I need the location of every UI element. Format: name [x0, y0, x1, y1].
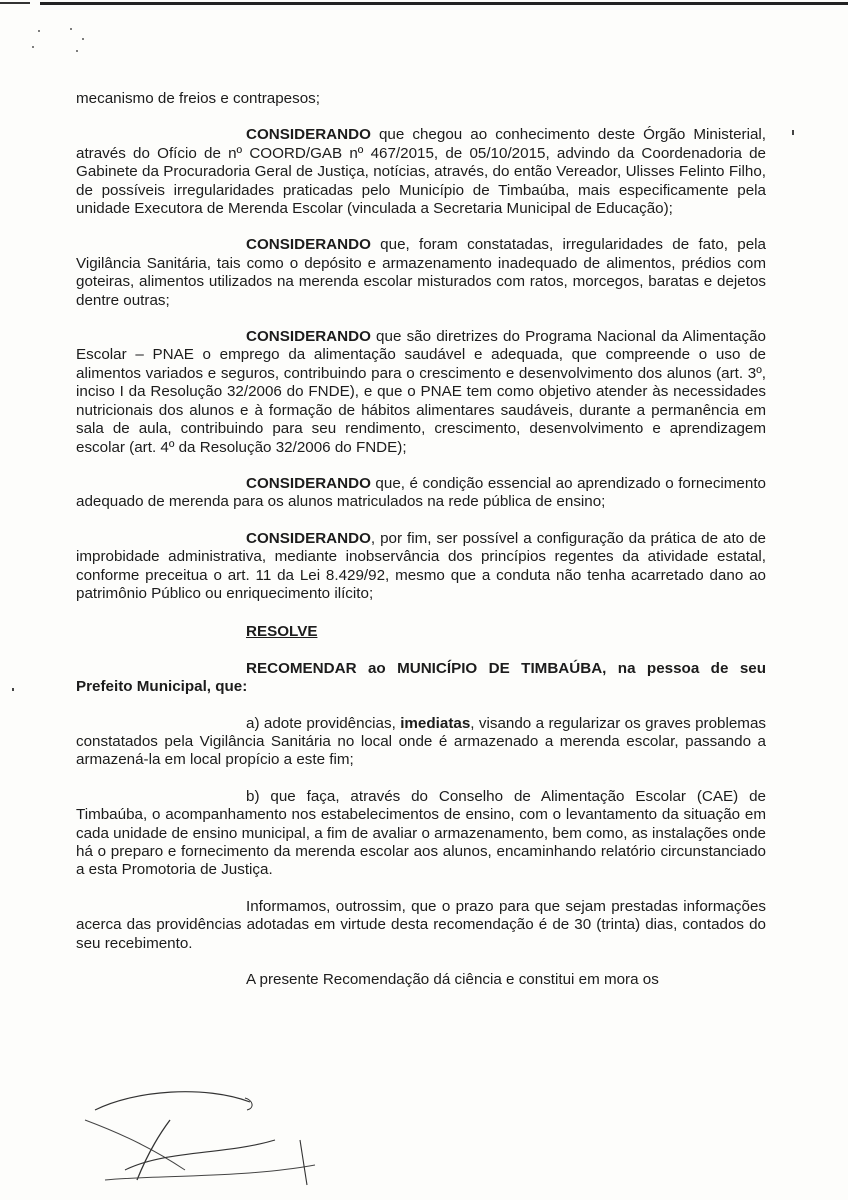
paragraph-considerando-4: CONSIDERANDO que, é condição essencial ao aprendizado o fornecimento adequado de merenda para os alunos matriculados na rede pública de ensino;	[76, 474, 766, 511]
paragraph-intro: mecanismo de freios e contrapesos;	[76, 90, 320, 107]
paragraph-considerando-3: CONSIDERANDO que são diretrizes do Programa Nacional da Alimentação Escolar – PNAE o emprego da alimentação saudável e adequada, que compreende o uso de alimentos variados e seguros, contribuindo para o crescimento e desenvolvimento dos alunos (art. 3º, inciso I da Resolução 32/2006 do FNDE), e que o PNAE tem como objetivo atender às necessidades nutricionais dos alunos e à formação de hábitos alimentares saudáveis, durante a permanência em sala de aula, contribuindo para seu rendimento, crescimento, desenvolvimento e aprendizagem escolar (art. 4º da Resolução 32/2006 do FNDE);	[76, 328, 766, 456]
margin-mark	[12, 688, 14, 691]
margin-mark	[792, 130, 794, 135]
considerando-label: CONSIDERANDO	[246, 126, 371, 144]
paragraph-final: A presente Recomendação dá ciência e constitui em mora os	[246, 971, 659, 989]
resolve-heading: RESOLVE	[246, 623, 318, 641]
considerando-label: CONSIDERANDO	[246, 328, 371, 346]
paragraph-considerando-1: CONSIDERANDO que chegou ao conhecimento deste Órgão Ministerial, através do Ofício de nº COORD/GAB nº 467/2015, de 05/10/2015, advindo da Coordenadoria de Gabinete da Procuradoria Geral de Justiça, notícias, através, do então Vereador, Ulisses Felinto Filho, de possíveis irregularidades praticadas pelo Município de Timbaúba, mais especificamente pela unidade Executora de Merenda Escolar (vinculada a Secretaria Municipal de Educação);	[76, 126, 766, 218]
considerando-label: CONSIDERANDO	[246, 474, 371, 492]
paragraph-considerando-5: CONSIDERANDO, por fim, ser possível a configuração da prática de ato de improbidade administrativa, mediante inobservância dos princípios regentes da atividade estatal, conforme preceitua o art. 11 da Lei 8.429/92, mesmo que a conduta não tenha acarretado dano ao patrimônio Público ou enriquecimento ilícito;	[76, 529, 766, 602]
considerando-label: CONSIDERANDO	[246, 236, 371, 254]
top-rule-left	[0, 2, 30, 4]
top-rule	[40, 2, 848, 5]
paragraph-informamos: Informamos, outrossim, que o prazo para que sejam prestadas informações acerca das providências adotadas em virtude desta recomendação é de 30 (trinta) dias, contados do seu recebimento.	[76, 897, 766, 952]
paragraph-item-a: a) adote providências, imediatas, visando a regularizar os graves problemas constatados pela Vigilância Sanitária no local onde é armazenado a merenda escolar, passando a armazená-la em local propício a este fim;	[76, 714, 766, 769]
scan-specks	[30, 28, 110, 58]
paragraph-considerando-2: CONSIDERANDO que, foram constatadas, irregularidades de fato, pela Vigilância Sanitária, tais como o depósito e armazenamento inadequado de alimentos, prédios com goteiras, alimentos utilizados na merenda escolar misturados com ratos, morcegos, baratas e dejetos dentre outras;	[76, 236, 766, 309]
handwritten-signature	[75, 1080, 335, 1190]
document-body	[76, 90, 766, 989]
paragraph-recommend: RECOMENDAR ao MUNICÍPIO DE TIMBAÚBA, na pessoa de seu Prefeito Municipal, que:	[76, 659, 766, 696]
considerando-label: CONSIDERANDO	[246, 529, 371, 547]
paragraph-item-b: b) que faça, através do Conselho de Alimentação Escolar (CAE) de Timbaúba, o acompanhamento nos estabelecimentos de ensino, com o levantamento da situação em cada unidade de ensino municipal, a fim de avaliar o armazenamento, bem como, as instalações onde há o preparo e fornecimento da merenda escolar aos alunos, encaminhando relatório circunstanciado a esta Promotoria de Justiça.	[76, 787, 766, 879]
